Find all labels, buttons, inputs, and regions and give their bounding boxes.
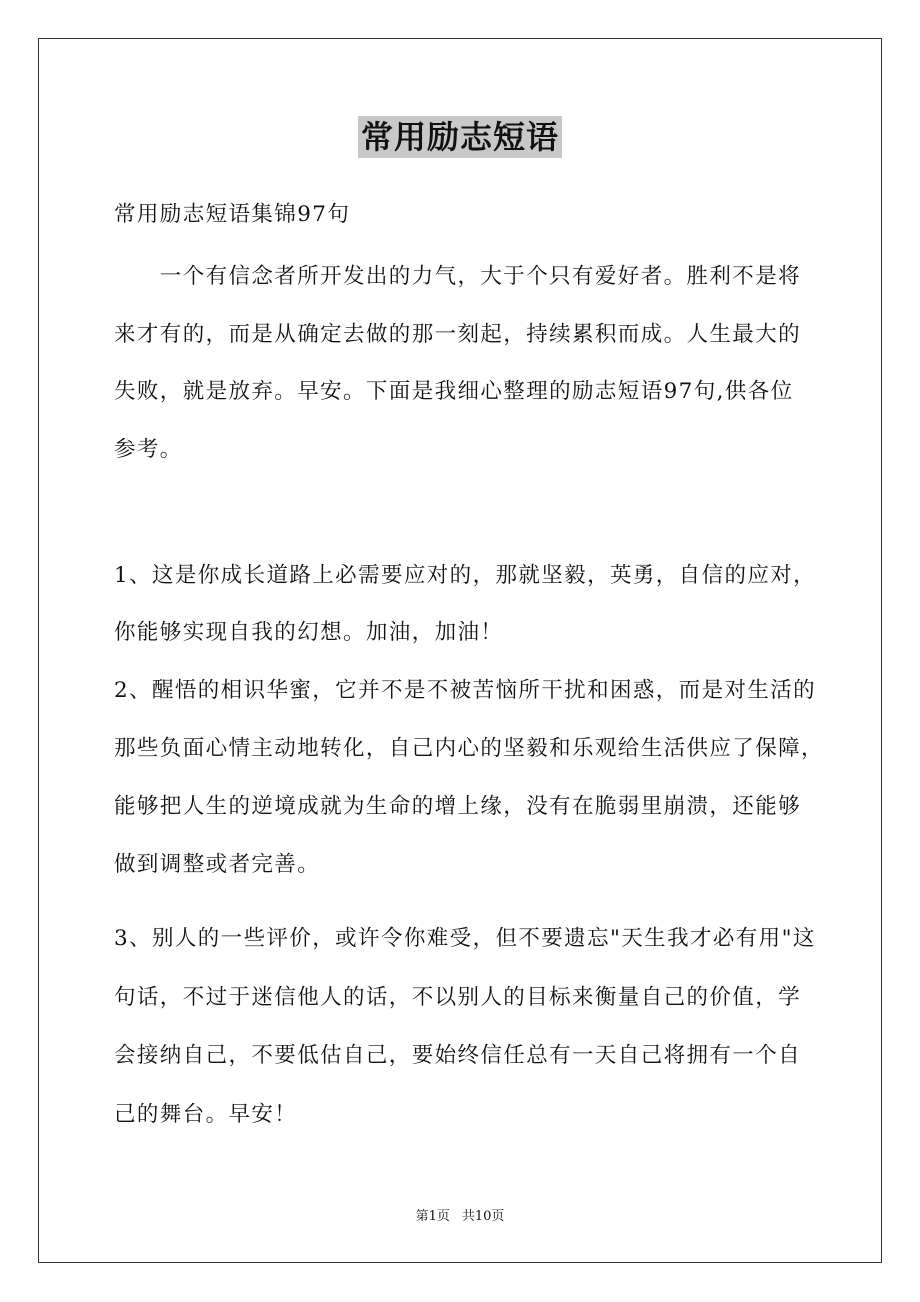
item-line: 3、别人的一些评价，或许令你难受，但不要遗忘"天生我才必有用"这 — [114, 926, 816, 951]
subtitle: 常用励志短语集锦97句 — [114, 202, 351, 227]
page-total: 共10页 — [461, 1209, 505, 1224]
item-line: 能够把人生的逆境成就为生命的增上缘，没有在脆弱里崩溃，还能够 — [114, 794, 802, 819]
item-line: 2、醒悟的相识华蜜，它并不是不被苦恼所干扰和困惑，而是对生活的 — [114, 678, 817, 703]
intro-line: 一个有信念者所开发出的力气，大于个只有爱好者。胜利不是将 — [114, 264, 802, 289]
intro-line: 来才有的，而是从确定去做的那一刻起，持续累积而成。人生最大的 — [114, 322, 802, 347]
intro-line: 失败，就是放弃。早安。下面是我细心整理的励志短语97句,供各位 — [114, 379, 794, 404]
document-title: 常用励志短语 — [358, 116, 562, 158]
document-title-wrap — [0, 112, 920, 158]
item-line: 会接纳自己，不要低估自己，要始终信任总有一天自己将拥有一个自 — [114, 1043, 802, 1068]
item-line: 句话，不过于迷信他人的话，不以别人的目标来衡量自己的价值，学 — [114, 985, 802, 1010]
item-line: 1、这是你成长道路上必需要应对的，那就坚毅，英勇，自信的应对， — [114, 563, 817, 588]
item-line: 你能够实现自我的幻想。加油，加油！ — [114, 620, 504, 645]
page-number: 第1页 — [415, 1209, 450, 1224]
item-line: 己的舞台。早安！ — [114, 1102, 298, 1127]
page-footer — [0, 1205, 920, 1224]
item-line: 那些负面心情主动地转化，自己内心的坚毅和乐观给生活供应了保障， — [114, 736, 824, 761]
item-line: 做到调整或者完善。 — [114, 852, 321, 877]
intro-line: 参考。 — [114, 437, 183, 462]
